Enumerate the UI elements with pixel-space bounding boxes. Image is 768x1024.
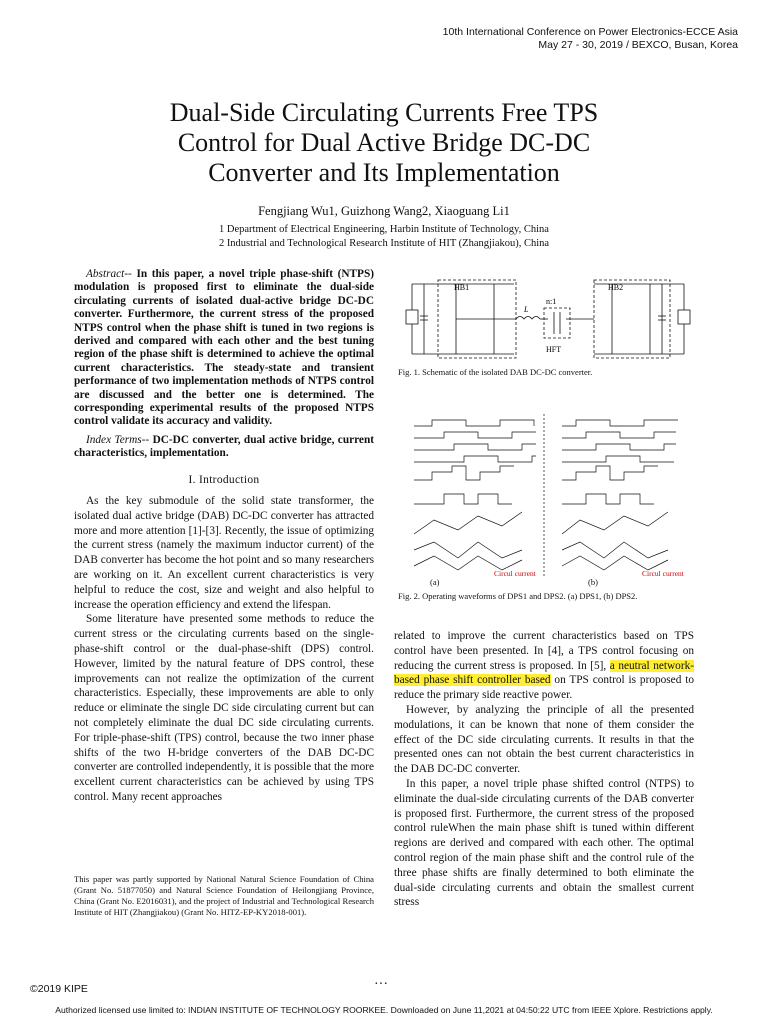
paragraph: Some literature have presented some methods to reduce the current stress or the circulating currents based on the single-phase-shift control or the dual-phase-shift (DPS) control. However, limited by the natural feature of DPS control, these improvements can not realize the optimization of the current characteristics. Especially, these improvements are able to only reduce or eliminate the single DC side circulating current but can not completely eliminate the dual DC side circulating currents. For triple-phase-shift (TPS) control, because the two inner phase shifts of the two H-bridge converters of the DAB DC-DC converter are controlled independently, it is possible that the more excellent current characteristics can be achieved by using TPS control. Many recent approaches bbox=[74, 613, 374, 803]
affiliation-1: 1 Department of Electrical Engineering, Harbin Institute of Technology, China bbox=[219, 224, 549, 235]
conference-header bbox=[443, 26, 738, 52]
section-heading-introduction: I. Introduction bbox=[188, 474, 260, 486]
circul-current-label-a: Circul current bbox=[494, 569, 536, 578]
figure-2-caption: Fig. 2. Operating waveforms of DPS1 and DPS2. (a) DPS1, (b) DPS2. bbox=[398, 591, 638, 601]
figure-1-caption: Fig. 1. Schematic of the isolated DAB DC-DC converter. bbox=[398, 367, 593, 377]
title-line-1: Dual-Side Circulating Currents Free TPS bbox=[169, 98, 599, 127]
affiliation-2: 2 Industrial and Technological Research Institute of HIT (Zhangjiakou), China bbox=[218, 238, 550, 249]
conference-name: 10th International Conference on Power Electronics-ECCE Asia bbox=[442, 26, 738, 38]
right-column-text bbox=[394, 629, 694, 910]
footnote: This paper was partly supported by National Natural Science Foundation of China (Grant No. 51877050) and Natural Science Foundation of Heilongjiang Province, China (Grant No. E2016031), and the project of Industrial and Technological Research Institute of HIT (Zhangjiakou) (Grant No. HITZ-EP-KY2018-001). bbox=[74, 874, 374, 917]
index-terms-label: Index Terms-- bbox=[86, 434, 150, 446]
ratio-label: n:1 bbox=[546, 297, 557, 306]
figure-2-sub-b: (b) bbox=[588, 577, 598, 587]
hb1-label: HB1 bbox=[454, 283, 470, 292]
intro-text bbox=[74, 494, 374, 805]
circul-current-label-b: Circul current bbox=[642, 569, 684, 578]
abstract-text: In this paper, a novel triple phase-shift (NTPS) modulation is proposed first to eliminate the dual-side circulating currents of isolated dual-active bridge DC-DC converter. Furthermore, the current stress of the proposed NTPS control when the phase shift is tuned in two regions is derived and compared with each other and the best tuning region of the phase shift is determined to achieve the optimal current characteristics. The steady-state and transient performance of two implementation methods of NTPS control are discussed and the better one is determined. The corresponding experimental results of the proposed NTPS control validate its accuracy and validity. bbox=[74, 268, 375, 428]
title-line-3: Converter and Its Implementation bbox=[208, 158, 560, 187]
paper-title bbox=[90, 98, 678, 188]
paragraph: As the key submodule of the solid state transformer, the isolated dual active bridge (DAB) DC-DC converter has attracted more and more attention [1]-[3]. Recently, the issue of optimizing the current stress (namely the maximum inductor current) of the DAB converter has become the hot point and so many researchers are working on it. An excellent current characteristics is very helpful to reduce the cost, size and weight and also helpful to increase the operation efficiency and extend the lifespan. bbox=[74, 495, 374, 611]
authors: Fengjiang Wu1, Guizhong Wang2, Xiaoguang Li1 bbox=[258, 204, 510, 218]
title-line-2: Control for Dual Active Bridge DC-DC bbox=[177, 128, 591, 157]
abstract bbox=[74, 268, 374, 429]
conference-date: May 27 - 30, 2019 / BEXCO, Busan, Korea bbox=[538, 39, 738, 51]
inductor-label: L bbox=[524, 305, 529, 314]
figure-1-schematic bbox=[394, 272, 694, 366]
hb2-label: HB2 bbox=[608, 283, 624, 292]
highlighted-text: a neutral network-based phase shift controller based bbox=[394, 659, 694, 687]
license-notice: Authorized licensed use limited to: INDIAN INSTITUTE OF TECHNOLOGY ROORKEE. Downloaded on June 11,2021 at 04:50:22 UTC from IEEE Xplore. Restrictions apply. bbox=[55, 1005, 713, 1015]
paragraph: related to improve the current characteristics based on TPS control have been presented. In [4], a TPS control focusing on reducing the current stress is proposed. In [5], a neutral network-based phase shift controller based on TPS control is proposed to reduce the primary side reactive power. bbox=[394, 630, 694, 702]
hft-label: HFT bbox=[546, 345, 562, 354]
abstract-label: Abstract-- bbox=[86, 268, 132, 280]
paragraph: However, by analyzing the principle of all the presented modulations, it can be known that none of them consider the effect of the DC side circulating currents. It results in that the presented ones can not obtain the best current characteristics in the DAB DC-DC converter. bbox=[394, 703, 694, 776]
figure-2-waveforms bbox=[394, 410, 694, 586]
index-terms bbox=[74, 434, 374, 461]
more-options-icon[interactable]: ··· bbox=[374, 977, 388, 992]
index-terms-text: DC-DC converter, dual active bridge, current characteristics, implementation. bbox=[74, 434, 374, 460]
copyright: ©2019 KIPE bbox=[30, 983, 88, 995]
figure-2-sub-a: (a) bbox=[430, 577, 440, 587]
paragraph: In this paper, a novel triple phase shifted control (NTPS) to eliminate the dual-side circulating currents of the DAB converter is proposed first. Furthermore, the current stress of the proposed control ruleWhen the main phase shift is tuned within different regions are derived and compared with each other. The optimal control region of the main phase shift and the control rule of the three phase shifts are finally determined to both eliminate the dual-side circulating currents and obtain the smallest current stress bbox=[394, 777, 694, 909]
